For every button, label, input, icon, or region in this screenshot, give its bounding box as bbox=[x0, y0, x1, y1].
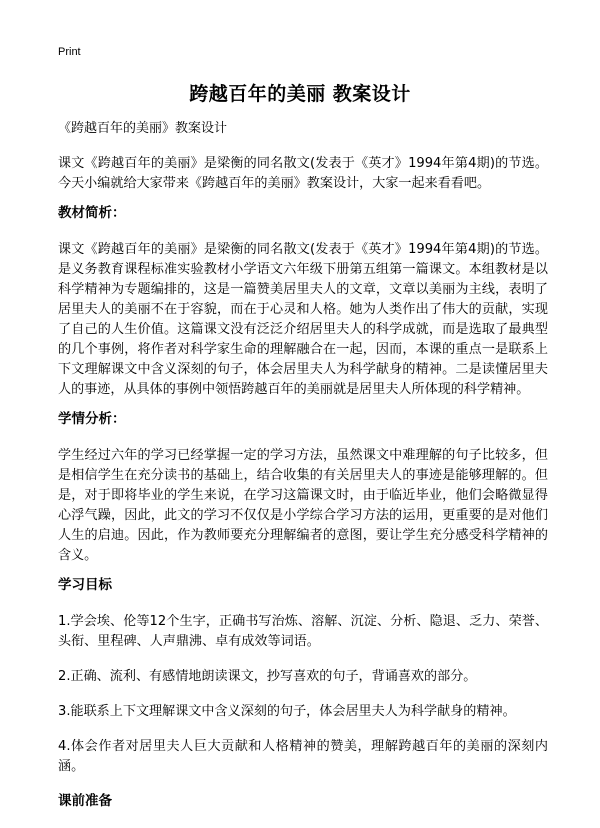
goal-item-4: 4.体会作者对居里夫人巨大贡献和人格精神的赞美，理解跨越百年的美丽的深刻内涵。 bbox=[58, 739, 548, 774]
goal-item-1: 1.学会埃、伦等12个生字，正确书写治炼、溶解、沉淀、分析、隐退、乏力、荣誉、头衔、里程碑、人声鼎沸、卓有成效等词语。 bbox=[58, 614, 548, 649]
section-heading-students: 学情分析： bbox=[58, 411, 126, 427]
goal-item-3: 3.能联系上下文理解课文中含义深刻的句子，体会居里夫人为科学献身的精神。 bbox=[58, 704, 516, 719]
section-heading-prep: 课前准备 bbox=[58, 793, 112, 809]
textbook-analysis-paragraph: 课文《跨越百年的美丽》是梁衡的同名散文(发表于《英才》1994年第4期)的节选。是义务教育课程标准实验教材小学语文六年级下册第五组第一篇课文。本组教材是以科学精神为专题编排的，这是一篇赞美居里夫人的文章，文章以美丽为主线，表明了居里夫人的美丽不在于容貌，而在于心灵和人格。她为人类作出了伟大的贡献，实现了自己的人生价值。这篇课文没有泛泛介绍居里夫人的科学成就，而是选取了最典型的几个事例，将作者对科学家生命的理解融合在一起，因而，本课的重点一是联系上下文理解课文中含义深刻的句子，体会居里夫人为科学献身的精神。二是读懂居里夫人的事迹，从具体的事例中领悟跨越百年的美丽就是居里夫人所体现的科学精神。 bbox=[58, 242, 548, 397]
document-subtitle: 《跨越百年的美丽》教案设计 bbox=[58, 121, 228, 136]
section-heading-textbook: 教材简析： bbox=[58, 205, 126, 221]
section-heading-goals: 学习目标 bbox=[58, 577, 112, 593]
intro-paragraph: 课文《跨越百年的美丽》是梁衡的同名散文(发表于《英才》1994年第4期)的节选。今天小编就给大家带来《跨越百年的美丽》教案设计，大家一起来看看吧。 bbox=[58, 156, 548, 191]
goal-item-2: 2.正确、流利、有感情地朗读课文，抄写喜欢的句子，背诵喜欢的部分。 bbox=[58, 669, 477, 684]
page-title: 跨越百年的美丽 教案设计 bbox=[189, 83, 411, 105]
document-content bbox=[58, 120, 548, 828]
student-analysis-paragraph: 学生经过六年的学习已经掌握一定的学习方法，虽然课文中难理解的句子比较多，但是相信学生在充分读书的基础上，结合收集的有关居里夫人的事迹是能够理解的。但是，对于即将毕业的学生来说，在学习这篇课文时，由于临近毕业，他们会略微显得心浮气躁，因此，此文的学习不仅仅是小学综合学习方法的运用，更重要的是对他们人生的启迪。因此，作为教师要充分理解编者的意图，要让学生充分感受科学精神的含义。 bbox=[58, 448, 548, 563]
print-link[interactable]: Print bbox=[58, 46, 81, 58]
